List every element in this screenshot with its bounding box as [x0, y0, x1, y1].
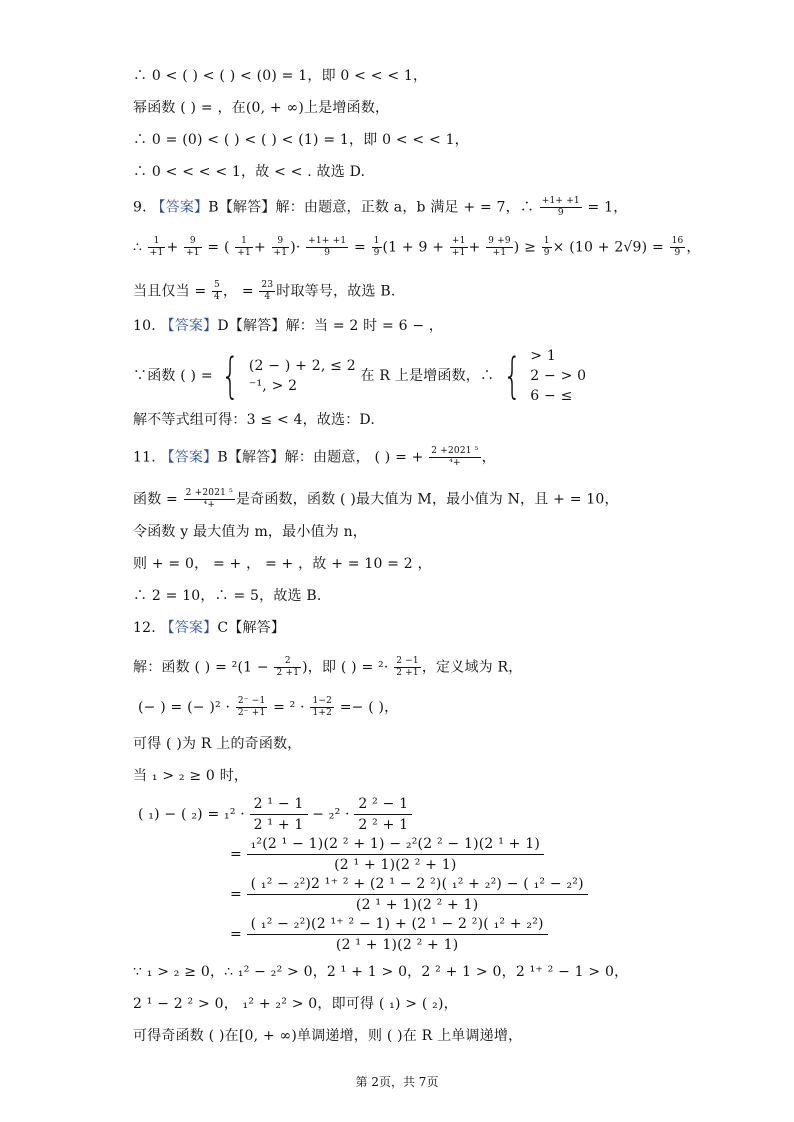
text-fragment: 函数 =	[133, 491, 178, 508]
case-line: 2 − > 0	[530, 368, 587, 384]
text-fragment: )，即 ( ) = ²·	[302, 659, 389, 676]
text-fragment: =	[353, 239, 366, 256]
text-fragment: ，	[686, 239, 701, 256]
text-fragment: ) ≥	[513, 239, 537, 256]
text-fragment: =	[230, 846, 242, 863]
question-12-line-3	[138, 696, 398, 719]
text-line: 则 + = 0， = + ， = + ，故 + = 10 = 2 ，	[133, 556, 432, 572]
fraction: $\frac{1}{+1}$	[149, 236, 164, 258]
text-fragment: ，	[481, 449, 496, 466]
answer-label: 【答案】	[160, 449, 218, 466]
fraction: $\frac{23}{4}$	[261, 280, 274, 302]
text-line: 可得奇函数 ( )在[0, + ∞)单调递增，则 ( )在 R 上单调递增，	[133, 1028, 523, 1044]
condition-system	[530, 346, 586, 406]
case-line: 6 − ≤	[530, 388, 573, 404]
fraction: $\frac{1}{9}$	[373, 236, 380, 258]
answer-label: 【答案】	[160, 620, 218, 636]
answer-label: 【答案】	[160, 318, 218, 334]
text-fragment: ∴	[133, 239, 143, 256]
text-line: 令函数 y 最大值为 m，最小值为 n，	[133, 524, 368, 540]
fraction: $\frac{2 -1}{2 +1}$	[396, 656, 419, 678]
text-fragment: D【解答】解：当 = 2 时 = 6 − ，	[217, 318, 444, 334]
left-brace: {	[502, 348, 522, 404]
text-line: 幂函数 ( ) = ，在(0, + ∞)上是增函数，	[133, 100, 390, 116]
question-number: 9.	[133, 199, 147, 216]
question-12-line-2	[133, 656, 522, 679]
question-9-line-3	[133, 280, 395, 303]
fraction: $\frac{\text{₁²(2 ¹ − 1)(2 ² + 1) − ₂²(2 ² − 1)(2 ¹ + 1)}}{\text{(2 ¹ + 1)(2 ² + 1)}}$	[247, 834, 544, 875]
question-12-line-1	[133, 618, 285, 638]
text-line: ∵ ₁ > ₂ ≥ 0，∴ ₁² − ₂² > 0，2 ¹ + 1 > 0，2 ² + 1 > 0，2 ¹⁺ ² − 1 > 0，	[133, 964, 629, 980]
left-brace: {	[221, 348, 241, 404]
fraction: $\frac{\text{2 +2021 ⁵}}{\text{⁴+}}$	[431, 446, 479, 468]
fraction: $\frac{9 +9}{+1}$	[488, 236, 511, 258]
text-line: ∴ 0 = (0) < ( ) < ( ) < (1) = 1，即 0 < < < 1，	[133, 132, 469, 148]
answer-label: 【答案】	[151, 199, 209, 216]
text-fragment: ，定义域为 R，	[421, 659, 523, 676]
fraction: $\frac{+1+ +1}{9}$	[308, 236, 347, 258]
text-line: ∴ 0 < ( ) < ( ) < (0) = 1，即 0 < < < 1，	[133, 68, 428, 84]
fraction: $\frac{1-2}{1+2}$	[312, 696, 333, 718]
question-9-line-1	[133, 196, 627, 219]
text-fragment: ∵函数 ( ) =	[133, 368, 213, 384]
question-number: 10.	[133, 318, 156, 334]
fraction: $\frac{\text{2 ¹ − 1}}{\text{2 ¹ + 1}}$	[250, 794, 308, 835]
text-fragment: ( ₁) − ( ₂) = ₁² ·	[138, 806, 245, 823]
fraction: $\frac{1}{9}$	[543, 236, 550, 258]
text-fragment: =− ( )，	[339, 699, 399, 716]
piecewise-cases	[249, 356, 356, 396]
fraction: $\frac{\text{2 +2021 ⁵}}{\text{⁴+}}$	[185, 488, 233, 510]
case-line: ⁻¹, > 2	[248, 378, 298, 394]
text-fragment: B【解答】解：由题意， ( ) = +	[217, 449, 424, 466]
text-line: 当 ₁ > ₂ ≥ 0 时，	[133, 768, 249, 784]
text-fragment: )·	[290, 239, 301, 256]
text-line: 2 ¹ − 2 ² > 0， ₁² + ₂² > 0，即可得 ( ₁) > ( ₂)，	[133, 996, 458, 1012]
text-fragment: 在 R 上是增函数，∴	[360, 368, 495, 384]
text-fragment: =	[230, 926, 242, 943]
case-line: > 1	[530, 348, 556, 364]
text-line: 可得 ( )为 R 上的奇函数，	[133, 736, 302, 752]
fraction: $\frac{1}{+1}$	[237, 236, 251, 258]
text-fragment: (− ) = (− )² ·	[138, 699, 231, 716]
fraction: $\frac{2^- -1}{2^- +1}$	[237, 696, 266, 718]
derivation-step-1	[138, 794, 412, 838]
text-line: ∴ 2 = 10，∴ = 5，故选 B.	[133, 588, 322, 604]
text-fragment: 解：函数 ( ) = ²(1 −	[133, 659, 269, 676]
derivation-step-2	[230, 834, 544, 876]
fraction: $\frac{16}{9}$	[671, 236, 684, 258]
fraction: $\frac{+1+ +1}{9}$	[541, 196, 580, 218]
text-fragment: = 1，	[587, 199, 628, 216]
text-line: 解不等式组可得：3 ≤ < 4，故选：D.	[133, 412, 376, 428]
text-fragment: − ₂² ·	[312, 806, 350, 823]
question-10-line-1	[133, 316, 443, 336]
text-line: ∴ 0 < < < < 1，故 < < . 故选 D.	[133, 164, 366, 180]
fraction: ( ₁² − ₂²)2 ¹⁺ ² + (2 ¹ − 2 ²)( ₁² + ₂²) − ( ₁² − ₂²) (2 ¹ + 1)(2 ² + 1)	[247, 874, 588, 915]
text-fragment: C【解答】	[217, 620, 286, 636]
derivation-step-4	[230, 914, 548, 956]
text-fragment: × (10 + 2√9) =	[552, 239, 664, 256]
text-fragment: =	[230, 886, 242, 903]
fraction: $\frac{\text{2 ² − 1}}{\text{2 ² + 1}}$	[354, 794, 412, 835]
derivation-step-3	[230, 874, 588, 916]
fraction: $\frac{9}{+1}$	[273, 236, 288, 258]
text-fragment: 是奇函数，函数 ( )最大值为 M，最小值为 N，且 + = 10，	[235, 491, 619, 508]
fraction: $\frac{+1}{+1}$	[451, 236, 466, 258]
question-10-line-2	[133, 346, 586, 406]
question-11-line-2	[133, 488, 619, 511]
question-number: 12.	[133, 620, 156, 636]
question-number: 11.	[133, 449, 156, 466]
page-footer: 第 2页，共 7页	[355, 1075, 439, 1089]
text-fragment: = ² ·	[273, 699, 305, 716]
question-9-line-2: ∴ $\frac{1}{+1}$ + $\frac{9}{+1}$ = ( $\frac{1}{+1}$ + $\frac{9}{+1}$ )· $\frac{+1+ +1}{9}$ = $\frac{1}{9}$ (1 + 9 + $\frac{+1}{+1}$ + $\frac{9 +9}{+1}$ ) ≥ $\frac{1}{9}$ × (10 + 2√9) = $\frac{16}{9}$ ，	[133, 236, 701, 258]
question-text: B【解答】解：由题意，正数 a，b 满足 + = 7，∴	[208, 199, 535, 216]
fraction: $\frac{9}{+1}$	[186, 236, 200, 258]
case-line: (2 − ) + 2, ≤ 2	[248, 358, 356, 374]
text-fragment: ， =	[222, 283, 254, 300]
fraction: $\frac{5}{4}$	[214, 280, 220, 302]
text-fragment: = (	[207, 239, 230, 256]
text-fragment: (1 + 9 +	[382, 239, 445, 256]
fraction: $\frac{\text{( ₁² − ₂²)(2 ¹⁺ ² − 1) + (2 ¹ − 2 ²)( ₁² + ₂²)}}{\text{(2 ¹ + 1)(2 ² + 1)}}$	[247, 914, 548, 955]
fraction: $\frac{2}{2 +1}$	[276, 656, 300, 678]
question-11-line-1	[133, 446, 496, 469]
text-fragment: 时取等号，故选 B.	[276, 283, 396, 300]
text-fragment: +	[468, 239, 481, 256]
text-fragment: 当且仅当 =	[133, 283, 207, 300]
